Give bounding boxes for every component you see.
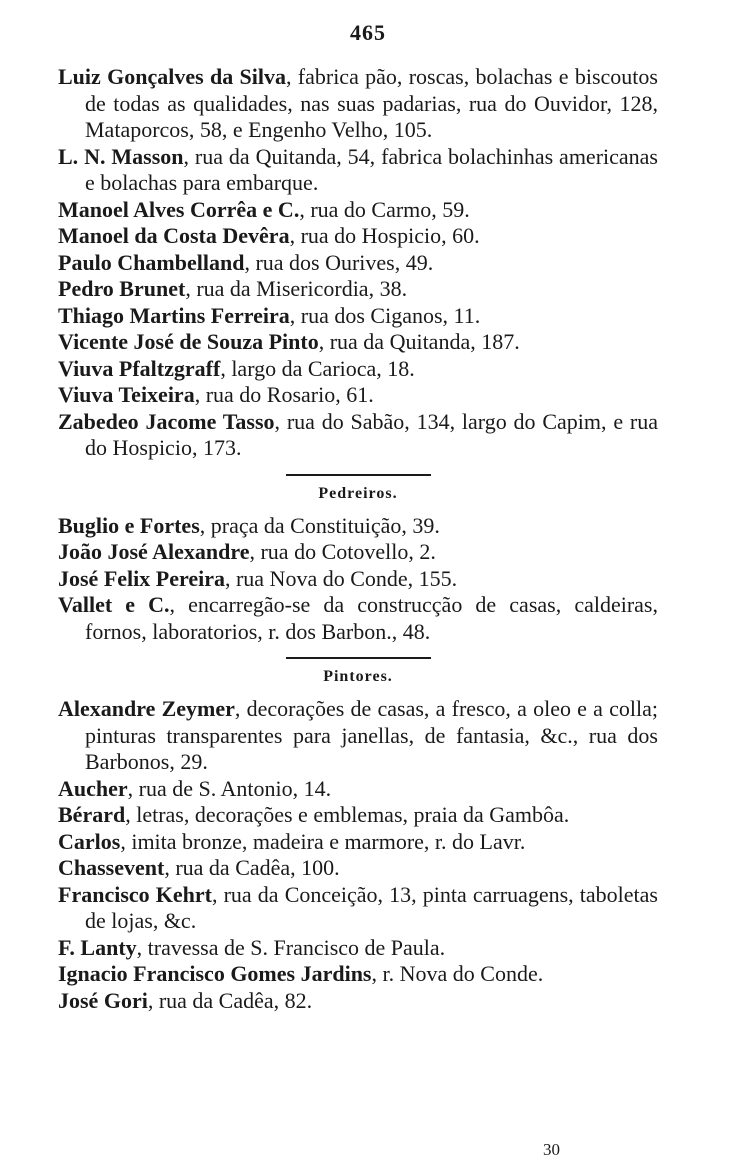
entry-name: João José Alexandre	[58, 539, 250, 564]
entry-text: , travessa de S. Francisco de Paula.	[136, 934, 446, 960]
entry-text: , rua da Quitanda, 187.	[318, 329, 520, 354]
entry-name: Zabedeo Jacome Tasso	[58, 408, 275, 434]
entry-name: Viuva Pfaltzgraff	[58, 355, 221, 381]
entry-name: Chassevent	[58, 855, 165, 880]
entry-text: , rua dos Ourives, 49.	[244, 249, 434, 275]
entry-name: Pedro Brunet	[58, 276, 186, 301]
directory-entry	[58, 197, 658, 224]
directory-entry	[58, 303, 658, 330]
directory-entry	[58, 776, 658, 803]
directory-entry	[58, 513, 658, 540]
entry-name: Bérard	[58, 802, 126, 827]
section-title: Pedreiros.	[318, 484, 398, 502]
entry-name: Carlos	[58, 828, 121, 854]
directory-entry	[58, 329, 658, 356]
entry-name: F. Lanty	[58, 934, 137, 960]
directory-entry	[58, 855, 658, 882]
entry-text: , imita bronze, madeira e marmore, r. do Lavr.	[120, 828, 526, 854]
entry-text: , rua da Cadêa, 82.	[147, 987, 313, 1013]
page-number: 465	[350, 20, 386, 45]
entry-text: , praça da Constituição, 39.	[199, 512, 440, 538]
entry-text: , fabrica pão, roscas, bolachas e biscoutos de todas as qualidades, nas suas padarias, rua do Ouvidor, 128, Mataporcos, 58, e Engenho Velho, 105.	[85, 64, 658, 142]
entry-text: , rua do Carmo, 59.	[299, 196, 470, 222]
directory-entry	[58, 961, 658, 988]
entry-name: Vicente José de Souza Pinto	[58, 329, 319, 354]
entry-text: , rua da Cadêa, 100.	[164, 855, 340, 880]
directory-entry	[58, 935, 658, 962]
entry-name: L. N. Masson	[58, 143, 184, 169]
directory-entry	[58, 382, 658, 409]
section-header	[58, 657, 658, 686]
directory-entry	[58, 276, 658, 303]
directory-entry	[58, 64, 658, 144]
directory-entry	[58, 223, 658, 250]
section-title: Pintores.	[323, 668, 393, 685]
entry-name: Luiz Gonçalves da Silva	[58, 64, 286, 89]
entry-text: , rua do Cotovello, 2.	[249, 539, 436, 564]
directory-entry	[58, 409, 658, 462]
entry-name: Thiago Martins Ferreira	[58, 302, 290, 328]
directory-entry	[58, 988, 658, 1015]
entry-name: Vallet e C.	[58, 592, 170, 617]
entry-text: , encarregão-se da construcção de casas, caldeiras, fornos, laboratorios, r. dos Barbon., 48.	[85, 592, 658, 644]
entry-name: Ignacio Francisco Gomes Jardins	[58, 961, 372, 986]
entry-name: Paulo Chambelland	[58, 249, 245, 275]
entry-text: , rua da Misericordia, 38.	[185, 276, 408, 301]
entry-name: Aucher	[58, 775, 128, 801]
entry-text: , rua do Hospicio, 60.	[289, 223, 480, 248]
directory-entry	[58, 882, 658, 935]
entry-name: Francisco Kehrt	[58, 881, 212, 907]
entry-text: , rua da Quitanda, 54, fabrica bolachinhas americanas e bolachas para embarque.	[85, 143, 658, 195]
section-rule	[286, 657, 431, 659]
entry-name: José Gori	[58, 987, 148, 1013]
directory-entry	[58, 539, 658, 566]
entry-text: , letras, decorações e emblemas, praia da Gambôa.	[125, 802, 570, 827]
directory-entry	[58, 356, 658, 383]
entry-name: Buglio e Fortes	[58, 512, 200, 538]
entry-text: , rua do Sabão, 134, largo do Capim, e rua do Hospicio, 173.	[85, 408, 658, 460]
entry-text: , rua do Rosario, 61.	[194, 382, 374, 407]
signature-mark: 30	[543, 1140, 560, 1159]
directory-entry	[58, 250, 658, 277]
entry-text: , rua dos Ciganos, 11.	[289, 302, 481, 328]
entry-text: , r. Nova do Conde.	[371, 961, 544, 986]
entry-name: Alexandre Zeymer	[58, 696, 235, 721]
directory-entry	[58, 829, 658, 856]
entry-name: Manoel da Costa Devêra	[58, 223, 290, 248]
entry-name: Viuva Teixeira	[58, 382, 195, 407]
entry-text: , decorações de casas, a fresco, a oleo e a colla; pinturas transparentes para janellas, de fantasia, &c., rua dos Barbonos, 29.	[85, 696, 659, 774]
section-header	[58, 474, 658, 503]
directory-entry	[58, 696, 658, 776]
directory-entry	[58, 566, 658, 593]
directory-entry	[58, 802, 658, 829]
entry-text: , rua da Conceição, 13, pinta carruagens, taboletas de lojas, &c.	[85, 881, 658, 933]
entry-text: , largo da Carioca, 18.	[220, 355, 415, 381]
entry-text: , rua Nova do Conde, 155.	[224, 565, 458, 591]
entry-name: José Felix Pereira	[58, 565, 225, 591]
section-rule	[286, 474, 431, 476]
entry-name: Manoel Alves Corrêa e C.	[58, 196, 300, 222]
directory-entry	[58, 144, 658, 197]
entry-text: , rua de S. Antonio, 14.	[127, 775, 332, 801]
entries-column	[58, 64, 658, 1014]
directory-entry	[58, 592, 658, 645]
